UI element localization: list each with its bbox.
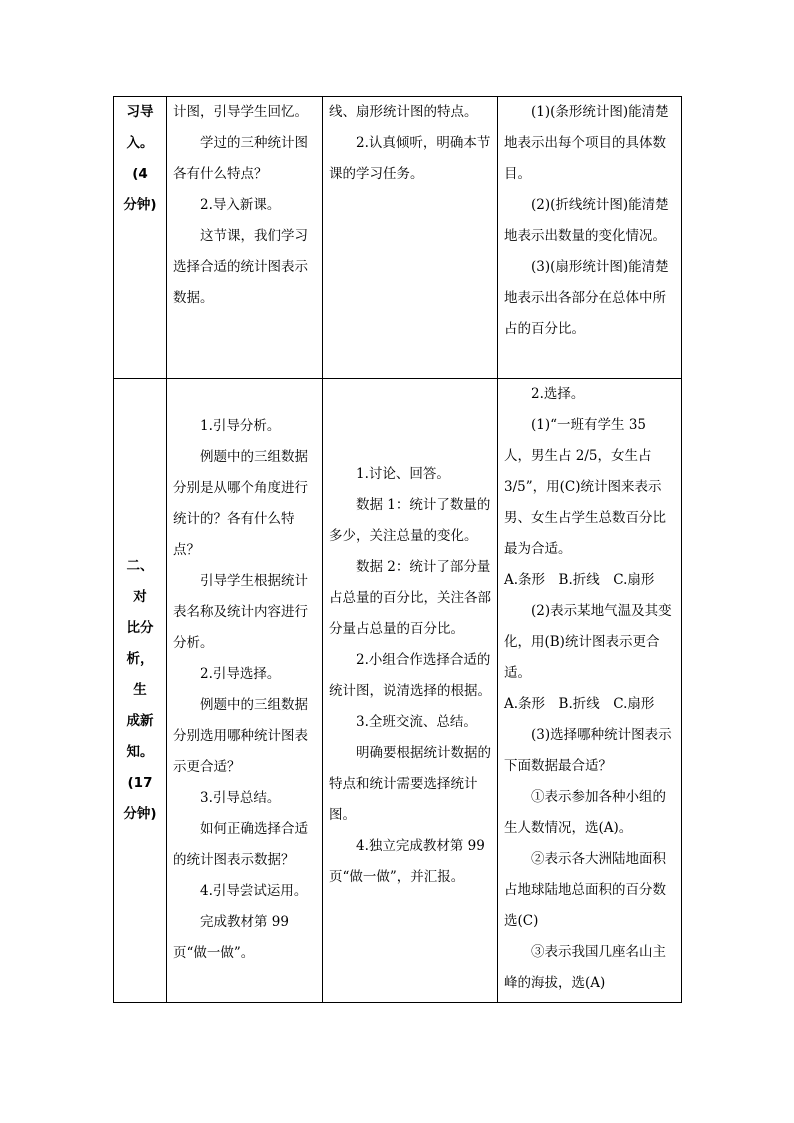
stage-cell (114, 379, 167, 1003)
student-text: 3.全班交流、总结。 (356, 714, 477, 730)
student-text: 数据 1：统计了数量的多少，关注总量的变化。 (329, 497, 491, 544)
options-text: A.条形 B.折线 C.扇形 (504, 696, 655, 712)
teacher-text: 4.引导尝试运用。 (200, 883, 308, 899)
teacher-text: 计图，引导学生回忆。 (173, 104, 308, 120)
design-text: (3)选择哪种统计图表示下面数据最合适？ (504, 727, 672, 774)
options-text: A.条形 B.折线 C.扇形 (504, 572, 655, 588)
student-text: 2.小组合作选择合适的统计图，说清选择的根据。 (329, 652, 491, 699)
stage-cell (114, 97, 167, 379)
design-text: 2.选择。 (531, 386, 585, 402)
stage-text: (17 (127, 775, 153, 791)
teacher-activity-cell (167, 379, 323, 1003)
design-text: (2)(折线统计图)能清楚地表示出数量的变化情况。 (504, 197, 669, 244)
student-text: 1.讨论、回答。 (356, 466, 450, 482)
teacher-text: 2.引导选择。 (200, 666, 281, 682)
teacher-text: 完成教材第 99 页“做一做”。 (173, 914, 289, 961)
design-cell (498, 97, 682, 379)
teacher-text: 3.引导总结。 (200, 790, 281, 806)
student-activity-cell (323, 97, 498, 379)
stage-text: 分钟) (123, 197, 157, 213)
teacher-text: 例题中的三组数据分别是从哪个角度进行统计的？各有什么特点？ (173, 449, 308, 558)
design-text: (1)“一班有学生 35 人，男生占 2/5，女生占 3/5”，用(C)统计图来表示男、女生占学生总数百分比最为合适。 (504, 417, 666, 557)
stage-text: 入。(4 (126, 135, 154, 182)
student-text: 明确要根据统计数据的特点和统计需要选择统计图。 (329, 745, 491, 823)
teacher-text: 这节课，我们学习选择合适的统计图表示数据。 (173, 228, 308, 306)
student-text: 2.认真倾听，明确本节课的学习任务。 (329, 135, 491, 182)
stage-text: 成新 (126, 713, 154, 729)
table-row-analysis (114, 379, 682, 1003)
design-text: ②表示各大洲陆地面积占地球陆地总面积的百分数选(C) (504, 851, 666, 929)
stage-text: 知。 (126, 744, 154, 760)
teacher-text: 2.导入新课。 (200, 197, 281, 213)
design-text: (2)表示某地气温及其变化，用(B)统计图表示更合适。 (504, 603, 672, 681)
stage-text: 比分 (126, 620, 154, 636)
design-text: (1)(条形统计图)能清楚地表示出每个项目的具体数目。 (504, 104, 669, 182)
table-row-review (114, 97, 682, 379)
student-activity-cell (323, 379, 498, 1003)
student-text: 4.独立完成教材第 99 页“做一做”，并汇报。 (329, 838, 485, 885)
student-text: 线、扇形统计图的特点。 (329, 104, 478, 120)
teacher-activity-cell (167, 97, 323, 379)
stage-text: 分钟) (123, 806, 157, 822)
student-text: 数据 2：统计了部分量占总量的百分比，关注各部分量占总量的百分比。 (329, 559, 491, 637)
stage-text: 析，生 (126, 651, 154, 698)
teacher-text: 如何正确选择合适的统计图表示数据？ (173, 821, 308, 868)
teacher-text: 1.引导分析。 (200, 418, 281, 434)
lesson-plan-table (113, 96, 682, 1003)
stage-text: 二、对 (126, 558, 154, 605)
design-cell (498, 379, 682, 1003)
teacher-text: 引导学生根据统计表名称及统计内容进行分析。 (173, 573, 308, 651)
teacher-text: 例题中的三组数据分别选用哪种统计图表示更合适？ (173, 697, 308, 775)
design-text: ③表示我国几座名山主峰的海拔，选(A) (504, 944, 666, 991)
design-text: (3)(扇形统计图)能清楚地表示出各部分在总体中所占的百分比。 (504, 259, 669, 337)
design-text: ①表示参加各种小组的生人数情况，选(A)。 (504, 789, 666, 836)
teacher-text: 学过的三种统计图各有什么特点？ (173, 135, 308, 182)
stage-text: 习导 (126, 104, 154, 120)
